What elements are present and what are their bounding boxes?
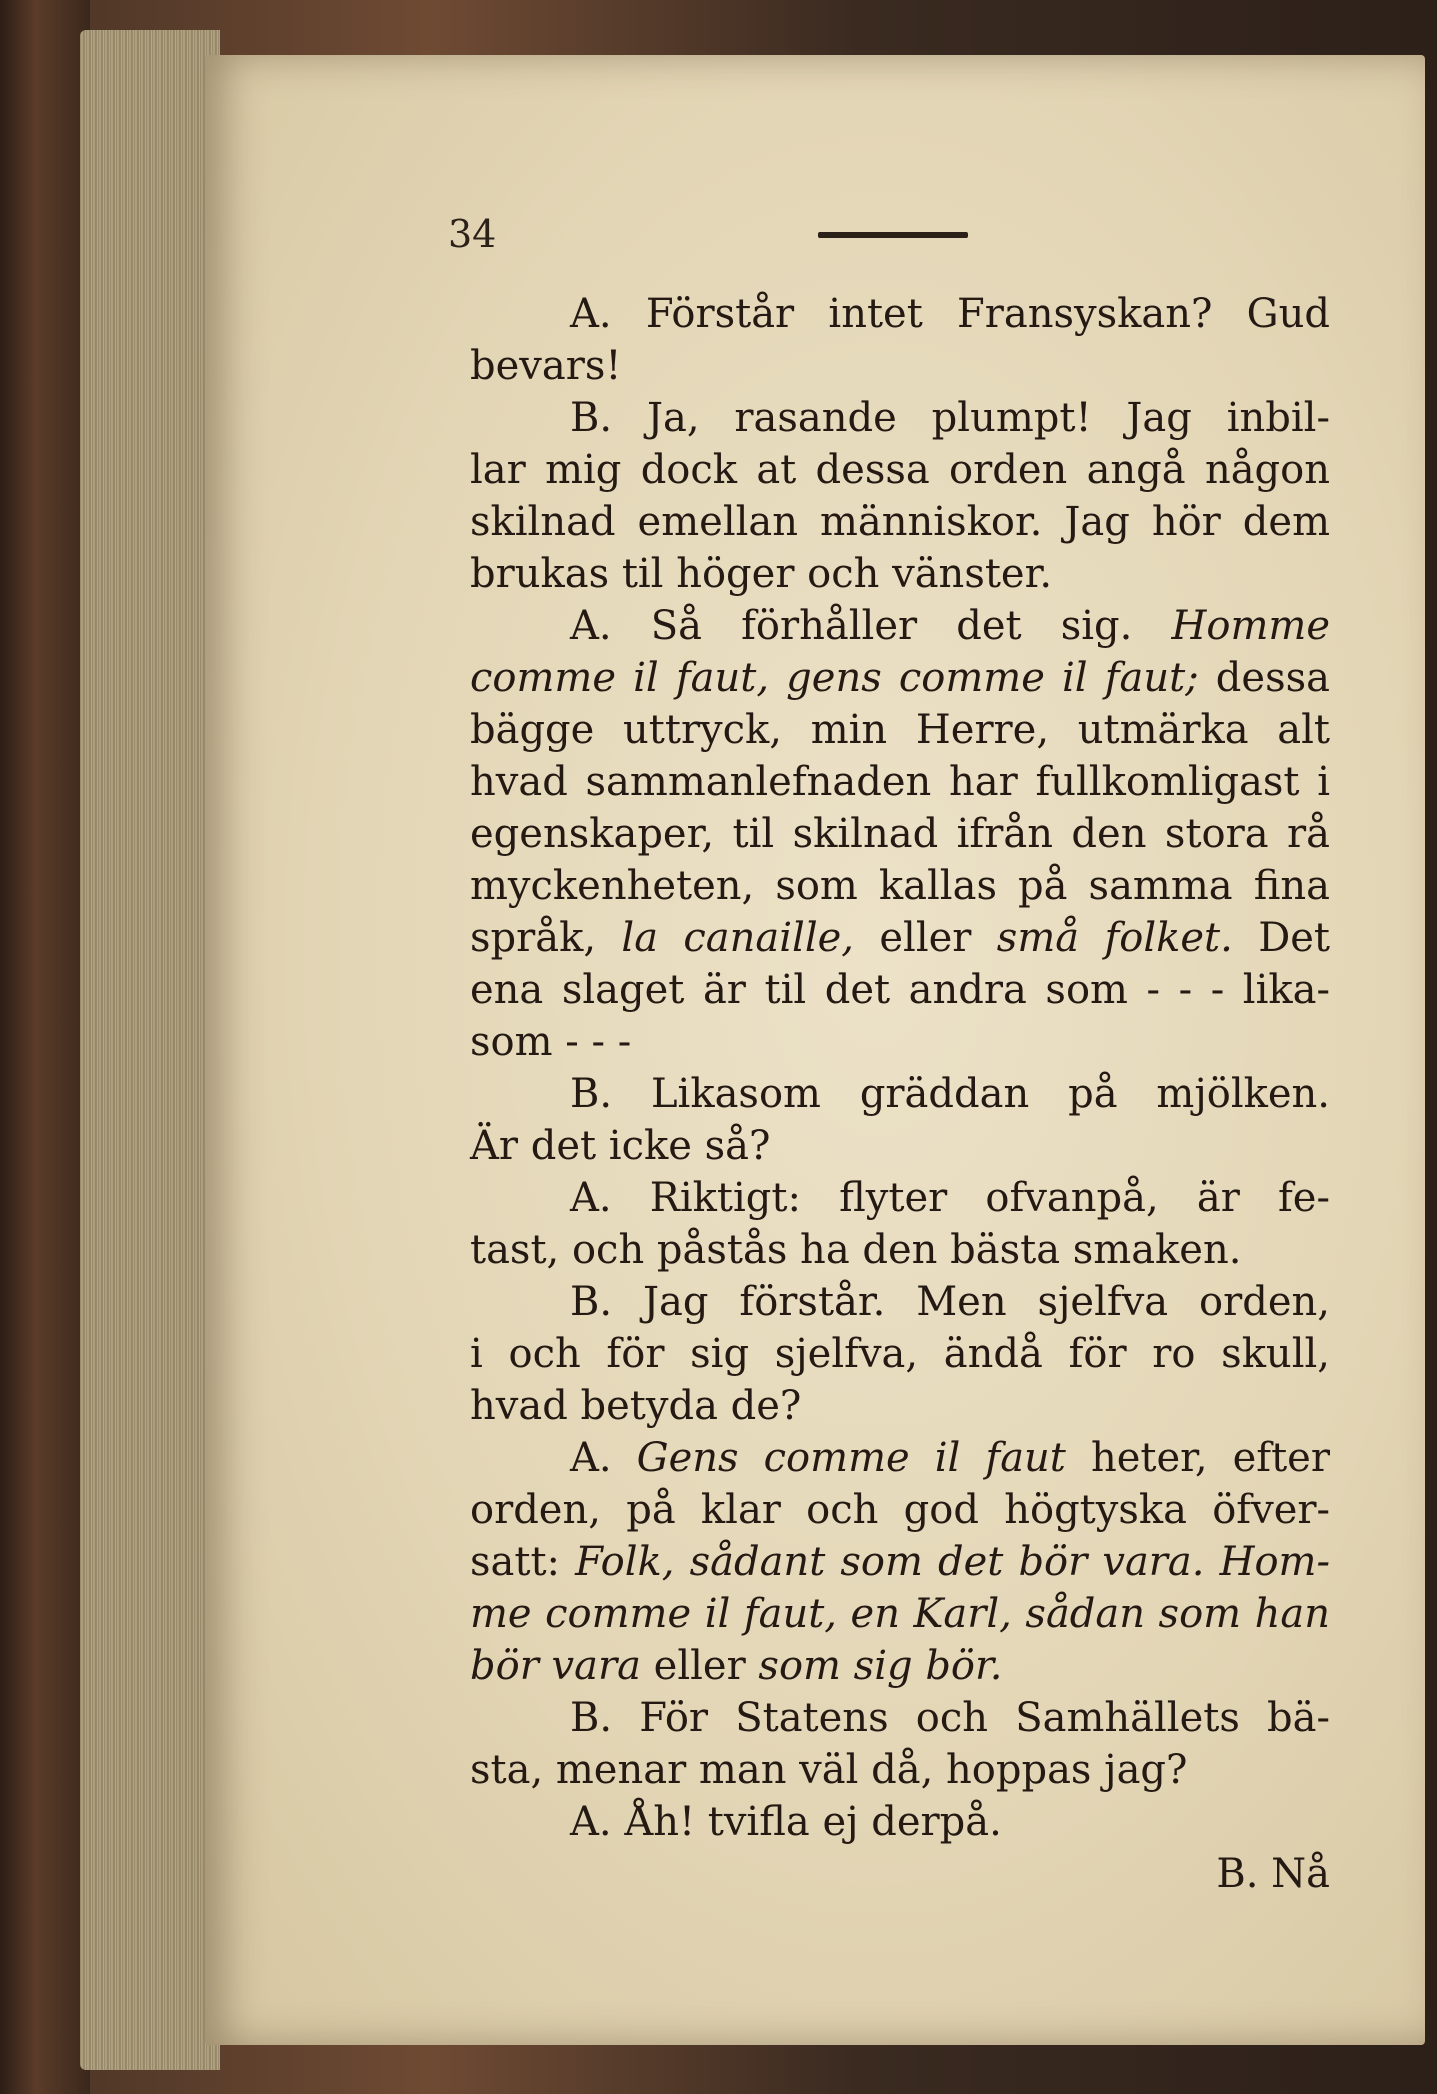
text-segment: hvad sammanlefnaden har fullkomligast i (470, 759, 1330, 805)
text-line (470, 1120, 1330, 1172)
text-segment: bevars! (470, 343, 622, 389)
text-segment: B. Likasom gräddan på mjölken. (570, 1071, 1330, 1117)
text-line (470, 548, 1330, 600)
text-segment: brukas til höger och vänster. (470, 551, 1053, 597)
text-segment: B. Ja, rasande plumpt! Jag inbil- (570, 395, 1330, 441)
text-line (470, 808, 1330, 860)
text-segment: lar mig dock at dessa orden angå någon (470, 447, 1330, 493)
text-line (470, 600, 1330, 652)
text-line (470, 392, 1330, 444)
text-segment: myckenheten, som kallas på samma fina (470, 863, 1330, 909)
text-segment: B. Jag förstår. Men sjelfva orden, (570, 1279, 1330, 1325)
text-segment: eller (854, 915, 997, 961)
text-segment: heter, efter (1065, 1435, 1330, 1481)
text-line (470, 1796, 1330, 1848)
italic-text: la canaille, (621, 915, 855, 961)
text-segment: A. Åh! tvifla ej derpå. (570, 1799, 1002, 1845)
text-line (470, 444, 1330, 496)
text-segment: språk, (470, 915, 622, 961)
italic-text: Folk, sådant som det bör vara. Hom- (575, 1539, 1330, 1585)
italic-text: bör vara (470, 1643, 641, 1689)
text-segment: i och för sig sjelfva, ändå för ro skull, (470, 1331, 1330, 1377)
text-line (470, 1588, 1330, 1640)
text-line (470, 912, 1330, 964)
text-segment: Det (1232, 915, 1331, 961)
text-line (470, 1536, 1330, 1588)
text-line (470, 1380, 1330, 1432)
page-text (470, 288, 1330, 1900)
header-rule (818, 232, 968, 238)
text-segment: som - - - (470, 1019, 632, 1065)
text-line (470, 756, 1330, 808)
text-segment: sta, menar man väl då, hoppas jag? (470, 1747, 1188, 1793)
page-number: 34 (448, 212, 497, 256)
text-segment: egenskaper, til skilnad ifrån den stora rå (470, 811, 1330, 857)
text-line (470, 1640, 1330, 1692)
text-line (470, 1276, 1330, 1328)
text-line (470, 1016, 1330, 1068)
text-line (470, 1432, 1330, 1484)
text-segment: A. Riktigt: flyter ofvanpå, är fe- (570, 1175, 1330, 1221)
text-segment: tast, och påstås ha den bästa smaken. (470, 1227, 1242, 1273)
text-segment: hvad betyda de? (470, 1383, 802, 1429)
page-edges (80, 30, 220, 2070)
text-line (470, 496, 1330, 548)
text-line (470, 288, 1330, 340)
text-segment: bägge uttryck, min Herre, utmärka alt (470, 707, 1330, 753)
text-line (470, 1068, 1330, 1120)
text-segment: eller (640, 1643, 759, 1689)
text-segment: A. (570, 1435, 637, 1481)
text-line (470, 340, 1330, 392)
italic-text: små folket. (996, 915, 1233, 961)
text-line (470, 1484, 1330, 1536)
text-segment: orden, på klar och god högtyska öfver- (470, 1487, 1330, 1533)
text-line (470, 704, 1330, 756)
italic-text: Gens comme il faut (636, 1435, 1066, 1481)
text-segment: satt: (470, 1539, 576, 1585)
italic-text: me comme il faut, en Karl, sådan som han (470, 1591, 1330, 1637)
text-segment: B. För Statens och Samhällets bä- (570, 1695, 1330, 1741)
italic-text: Homme (1171, 603, 1330, 649)
text-segment: Är det icke så? (470, 1123, 771, 1169)
text-segment: ena slaget är til det andra som - - - lika- (470, 967, 1330, 1013)
text-line (470, 1692, 1330, 1744)
italic-text: comme il faut, gens comme il faut; (470, 655, 1199, 701)
text-line (470, 1328, 1330, 1380)
text-line (470, 964, 1330, 1016)
text-line (470, 860, 1330, 912)
text-segment: A. Så förhåller det sig. (570, 603, 1172, 649)
text-segment: dessa (1198, 655, 1330, 701)
text-line (470, 1172, 1330, 1224)
text-line (470, 652, 1330, 704)
text-line (470, 1744, 1330, 1796)
text-line (470, 1224, 1330, 1276)
italic-text: som sig bör. (758, 1643, 1003, 1689)
catchword: B. Nå (1216, 1851, 1330, 1897)
book-spine (0, 0, 90, 2094)
text-segment: A. Förstår intet Fransyskan? Gud (570, 291, 1330, 337)
text-segment: skilnad emellan människor. Jag hör dem (470, 499, 1330, 545)
